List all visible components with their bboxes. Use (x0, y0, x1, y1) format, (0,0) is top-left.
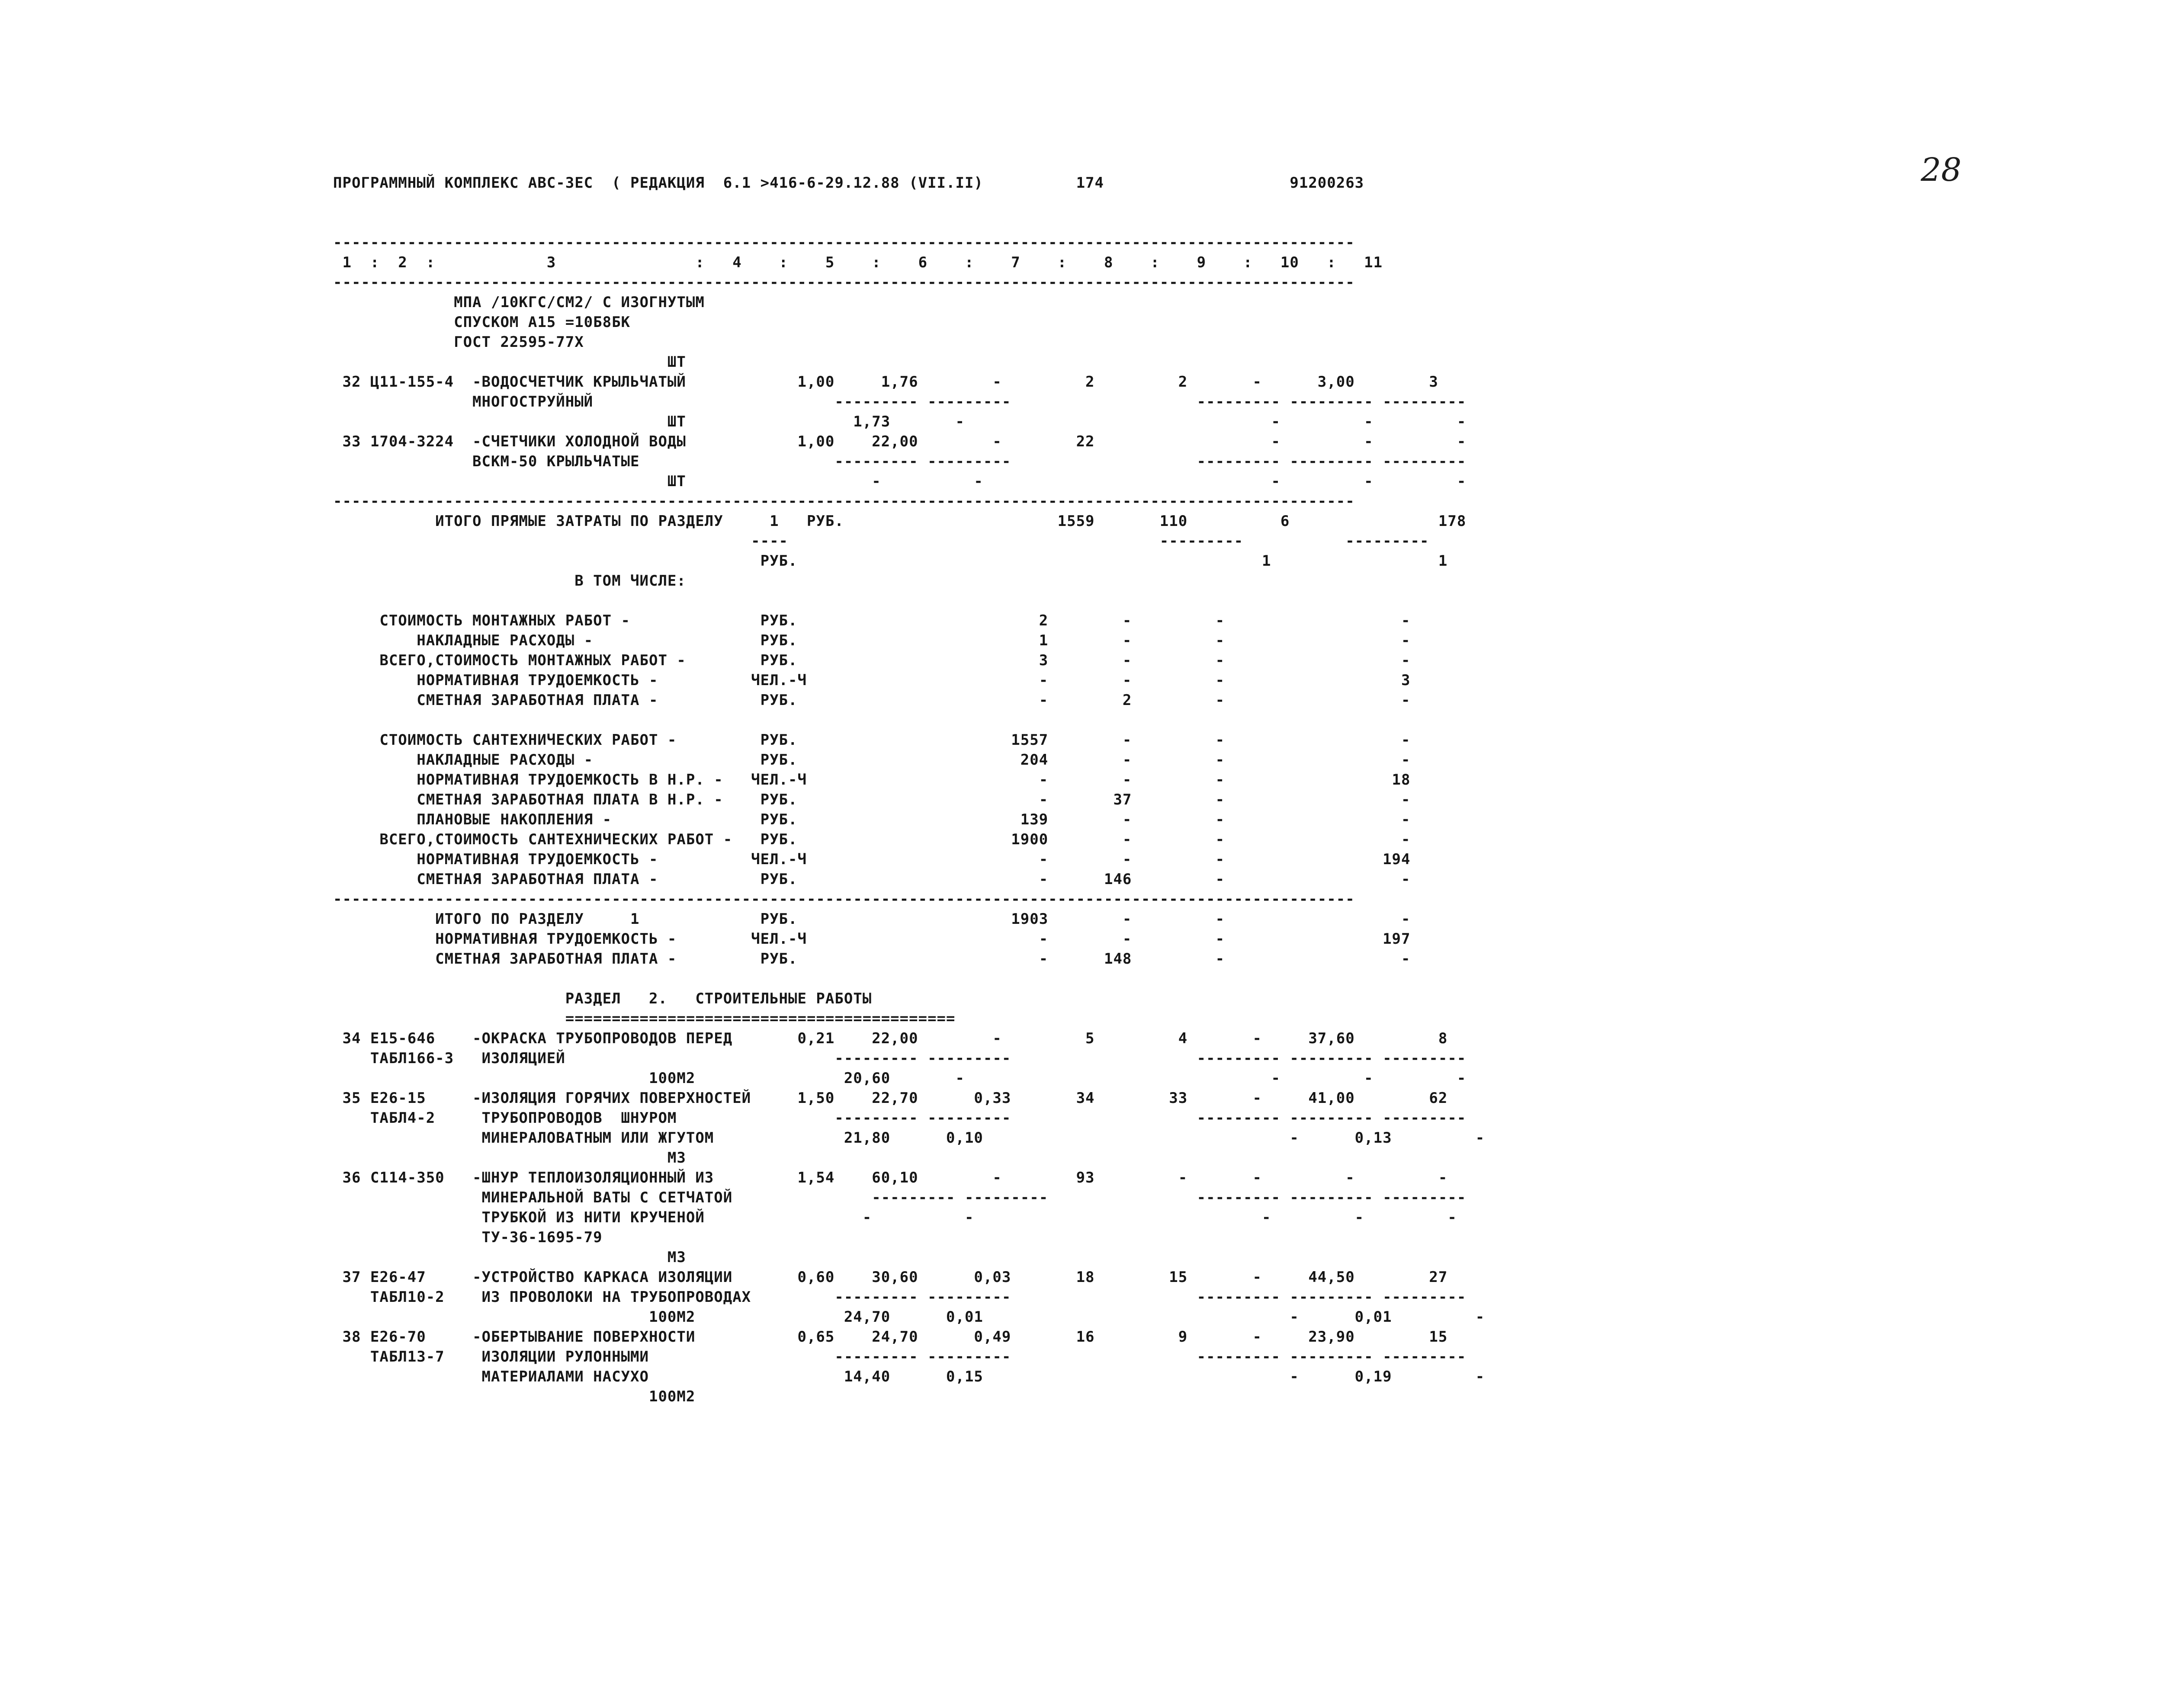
printout-line: ТАБЛ4-2 ТРУБОПРОВОДОВ ШНУРОМ --------- --------- --------- --------- --------- (333, 1109, 1467, 1127)
printout-line: НАКЛАДНЫЕ РАСХОДЫ - РУБ. 1 - - - (333, 632, 1411, 649)
printout-line: РУБ. 1 1 (333, 552, 1448, 570)
handwritten-page-number: 28 (1921, 151, 1962, 189)
printout-line: ВСКМ-50 КРЫЛЬЧАТЫЕ --------- --------- --------- --------- --------- (333, 453, 1467, 470)
printout-line: В ТОМ ЧИСЛЕ: (333, 572, 686, 590)
printout-line: 100М2 (333, 1388, 696, 1405)
estimate-sheet (333, 173, 1847, 1407)
printout-line: ВСЕГО,СТОИМОСТЬ МОНТАЖНЫХ РАБОТ - РУБ. 3 - - - (333, 652, 1411, 669)
printout-line: СТОИМОСТЬ МОНТАЖНЫХ РАБОТ - РУБ. 2 - - - (333, 612, 1411, 629)
printout-line: ТУ-36-1695-79 (333, 1229, 603, 1246)
printout-line: М3 (333, 1149, 686, 1166)
printout-line: МПА /10КГС/СМ2/ С ИЗОГНУТЫМ (333, 294, 705, 311)
printout-line (333, 969, 1847, 989)
printout-line: ПЛАНОВЫЕ НАКОПЛЕНИЯ - РУБ. 139 - - - (333, 811, 1411, 828)
printout-line: СТОИМОСТЬ САНТЕХНИЧЕСКИХ РАБОТ - РУБ. 1557 - - - (333, 731, 1411, 749)
printout-line: 35 Е26-15 -ИЗОЛЯЦИЯ ГОРЯЧИХ ПОВЕРХНОСТЕЙ 1,50 22,70 0,33 34 33 - 41,00 62 (333, 1090, 1448, 1107)
printout-line: ПРОГРАММНЫЙ КОМПЛЕКС АВС-3ЕС ( РЕДАКЦИЯ 6.1 >416-6-29.12.88 (VII.II) 174 91200263 (333, 174, 1364, 192)
printout-line: 33 1704-3224 -СЧЕТЧИКИ ХОЛОДНОЙ ВОДЫ 1,00 22,00 - 22 - - - (333, 433, 1467, 450)
printout-line: 100М2 20,60 - - - - (333, 1070, 1467, 1087)
printout-line: 38 Е26-70 -ОБЕРТЫВАНИЕ ПОВЕРХНОСТИ 0,65 24,70 0,49 16 9 - 23,90 15 (333, 1328, 1448, 1346)
printout-line: СПУСКОМ А15 =10Б8БК (333, 314, 631, 331)
printout-line (333, 591, 1847, 611)
printout-line: НАКЛАДНЫЕ РАСХОДЫ - РУБ. 204 - - - (333, 751, 1411, 769)
printout-line: 34 Е15-646 -ОКРАСКА ТРУБОПРОВОДОВ ПЕРЕД 0,21 22,00 - 5 4 - 37,60 8 (333, 1030, 1448, 1047)
printout-line (333, 213, 1847, 233)
printout-line: ========================================== (333, 1010, 956, 1027)
printout-line: ---- --------- --------- (333, 532, 1429, 550)
printout-line: СМЕТНАЯ ЗАРАБОТНАЯ ПЛАТА В Н.Р. - РУБ. - 37 - - (333, 791, 1411, 808)
printout-line: СМЕТНАЯ ЗАРАБОТНАЯ ПЛАТА - РУБ. - 148 - - (333, 950, 1411, 968)
printout-line: МАТЕРИАЛАМИ НАСУХО 14,40 0,15 - 0,19 - (333, 1368, 1485, 1385)
printout-line: ШТ (333, 353, 686, 371)
printout-line: 1 : 2 : 3 : 4 : 5 : 6 : 7 : 8 : 9 : 10 : 11 (333, 254, 1383, 271)
printout-line: -------------------------------------------------------------------------------------------------------------- (333, 891, 1355, 908)
printout-line: -------------------------------------------------------------------------------------------------------------- (333, 234, 1355, 251)
printout-line: 32 Ц11-155-4 -ВОДОСЧЕТЧИК КРЫЛЬЧАТЫЙ 1,00 1,76 - 2 2 - 3,00 3 (333, 373, 1438, 391)
printout-line: ТАБЛ13-7 ИЗОЛЯЦИИ РУЛОННЫМИ --------- --------- --------- --------- --------- (333, 1348, 1467, 1365)
printout-line (333, 193, 1847, 213)
printout-line: -------------------------------------------------------------------------------------------------------------- (333, 274, 1355, 291)
printout-line: ГОСТ 22595-77Х (333, 333, 584, 351)
printout-line: СМЕТНАЯ ЗАРАБОТНАЯ ПЛАТА - РУБ. - 2 - - (333, 692, 1411, 709)
printout-line: ИТОГО ПО РАЗДЕЛУ 1 РУБ. 1903 - - - (333, 910, 1411, 928)
printout-line: ВСЕГО,СТОИМОСТЬ САНТЕХНИЧЕСКИХ РАБОТ - РУБ. 1900 - - - (333, 831, 1411, 848)
printout-line: 100М2 24,70 0,01 - 0,01 - (333, 1308, 1485, 1326)
printout-line: НОРМАТИВНАЯ ТРУДОЕМКОСТЬ - ЧЕЛ.-Ч - - - 3 (333, 672, 1411, 689)
printout-line: 36 С114-350 -ШНУР ТЕПЛОИЗОЛЯЦИОННЫЙ ИЗ 1,54 60,10 - 93 - - - - (333, 1169, 1448, 1186)
printout-line: ШТ 1,73 - - - - (333, 413, 1467, 430)
printout-line: ИТОГО ПРЯМЫЕ ЗАТРАТЫ ПО РАЗДЕЛУ 1 РУБ. 1559 110 6 178 (333, 513, 1467, 530)
printout-line: МИНЕРАЛЬНОЙ ВАТЫ С СЕТЧАТОЙ --------- --------- --------- --------- --------- (333, 1189, 1467, 1206)
printout-line: НОРМАТИВНАЯ ТРУДОЕМКОСТЬ - ЧЕЛ.-Ч - - - 197 (333, 930, 1411, 948)
printout-line: ТАБЛ166-3 ИЗОЛЯЦИЕЙ --------- --------- --------- --------- --------- (333, 1050, 1467, 1067)
printout-line: НОРМАТИВНАЯ ТРУДОЕМКОСТЬ В Н.Р. - ЧЕЛ.-Ч - - - 18 (333, 771, 1411, 788)
printout-line: 37 Е26-47 -УСТРОЙСТВО КАРКАСА ИЗОЛЯЦИИ 0,60 30,60 0,03 18 15 - 44,50 27 (333, 1269, 1448, 1286)
printout-line: РАЗДЕЛ 2. СТРОИТЕЛЬНЫЕ РАБОТЫ (333, 990, 872, 1007)
printout-line: НОРМАТИВНАЯ ТРУДОЕМКОСТЬ - ЧЕЛ.-Ч - - - 194 (333, 851, 1411, 868)
printout-line: -------------------------------------------------------------------------------------------------------------- (333, 493, 1355, 510)
printout-line: МИНЕРАЛОВАТНЫМ ИЛИ ЖГУТОМ 21,80 0,10 - 0,13 - (333, 1129, 1485, 1147)
printout-line: ТРУБКОЙ ИЗ НИТИ КРУЧЕНОЙ - - - - - (333, 1209, 1457, 1226)
printout-line (333, 710, 1847, 730)
printout-line: М3 (333, 1249, 686, 1266)
printout-line: ТАБЛ10-2 ИЗ ПРОВОЛОКИ НА ТРУБОПРОВОДАХ --------- --------- --------- --------- --------- (333, 1288, 1467, 1306)
printout-line: ШТ - - - - - (333, 473, 1467, 490)
printout-line: МНОГОСТРУЙНЫЙ --------- --------- --------- --------- --------- (333, 393, 1467, 410)
printout-line: СМЕТНАЯ ЗАРАБОТНАЯ ПЛАТА - РУБ. - 146 - - (333, 871, 1411, 888)
